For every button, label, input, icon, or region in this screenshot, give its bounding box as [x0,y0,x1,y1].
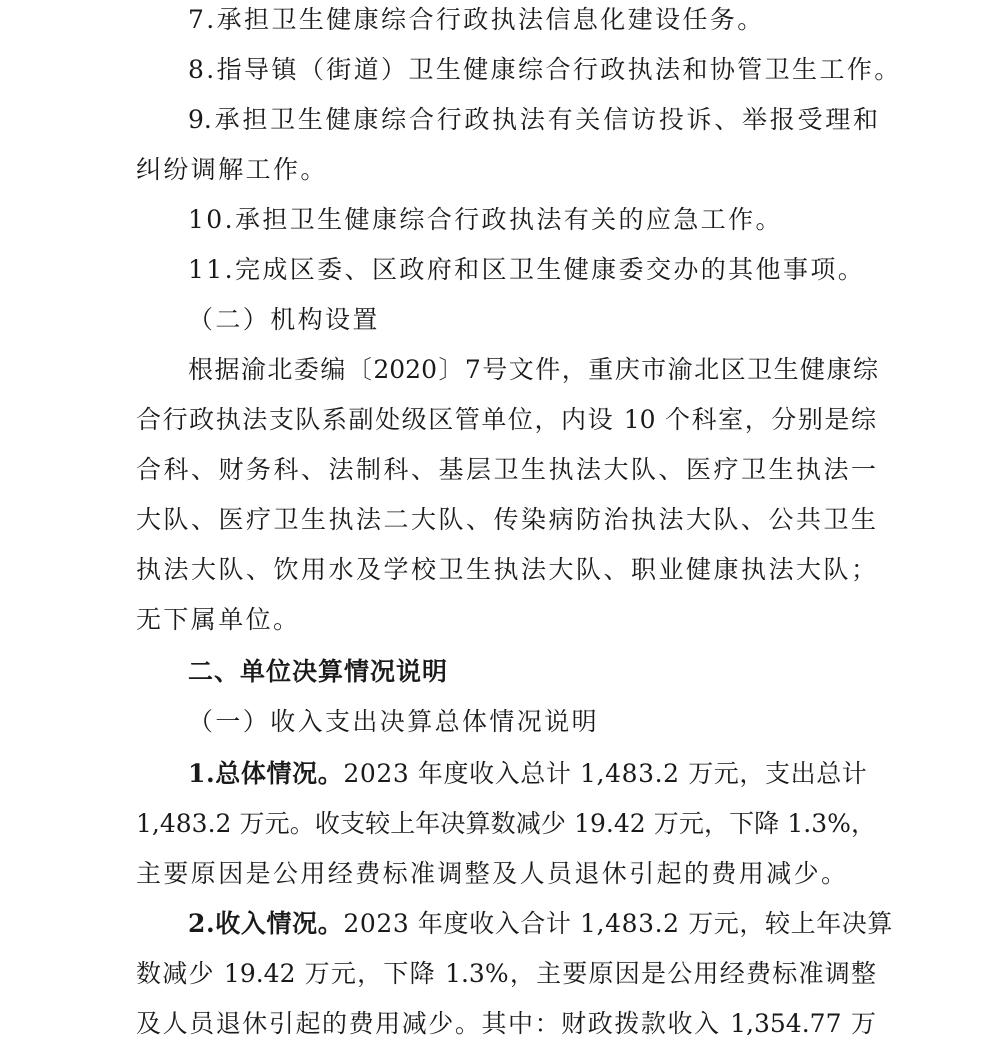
income-line-3: 及人员退休引起的费用减少。其中：财政拨款收入 1,354.77 万 [136,1009,876,1038]
income-line-2: 数减少 19.42 万元，下降 1.3%，主要原因是公用经费标准调整 [136,959,876,988]
org-paragraph-line-1: 根据渝北委编〔2020〕7号文件，重庆市渝北区卫生健康综 [188,355,878,384]
income-line-1 [188,906,893,942]
org-paragraph-line-4: 大队、医疗卫生执法二大队、传染病防治执法大队、公共卫生 [136,505,876,534]
section-2-heading: 二、单位决算情况说明 [188,657,449,686]
overall-label: 1.总体情况。 [188,759,344,788]
item-9-line-1: 9.承担卫生健康综合行政执法有关信访投诉、举报受理和 [188,105,878,134]
org-paragraph-line-3: 合科、财务科、法制科、基层卫生执法大队、医疗卫生执法一 [136,455,876,484]
item-8: 8.指导镇（街道）卫生健康综合行政执法和协管卫生工作。 [188,55,902,84]
income-label: 2.收入情况。 [188,909,344,938]
item-7: 7.承担卫生健康综合行政执法信息化建设任务。 [188,5,765,34]
org-section-heading: （二）机构设置 [188,305,380,334]
overall-text-1: 2023 年度收入总计 1,483.2 万元，支出总计 [343,759,868,788]
income-text-1: 2023 年度收入合计 1,483.2 万元，较上年决算 [343,909,893,938]
org-paragraph-line-6: 无下属单位。 [136,605,301,634]
org-paragraph-line-2: 合行政执法支队系副处级区管单位，内设 10 个科室，分别是综 [136,405,876,434]
overall-line-2: 1,483.2 万元。收支较上年决算数减少 19.42 万元，下降 1.3%， [136,809,876,838]
overall-line-3: 主要原因是公用经费标准调整及人员退休引起的费用减少。 [136,859,849,888]
item-10: 10.承担卫生健康综合行政执法有关的应急工作。 [188,205,783,234]
section-2-subheading: （一）收入支出决算总体情况说明 [188,707,600,736]
overall-line-1 [188,756,878,792]
item-9-line-2: 纠纷调解工作。 [136,155,328,184]
org-paragraph-line-5: 执法大队、饮用水及学校卫生执法大队、职业健康执法大队； [136,555,876,584]
item-11: 11.完成区委、区政府和区卫生健康委交办的其他事项。 [188,255,866,284]
